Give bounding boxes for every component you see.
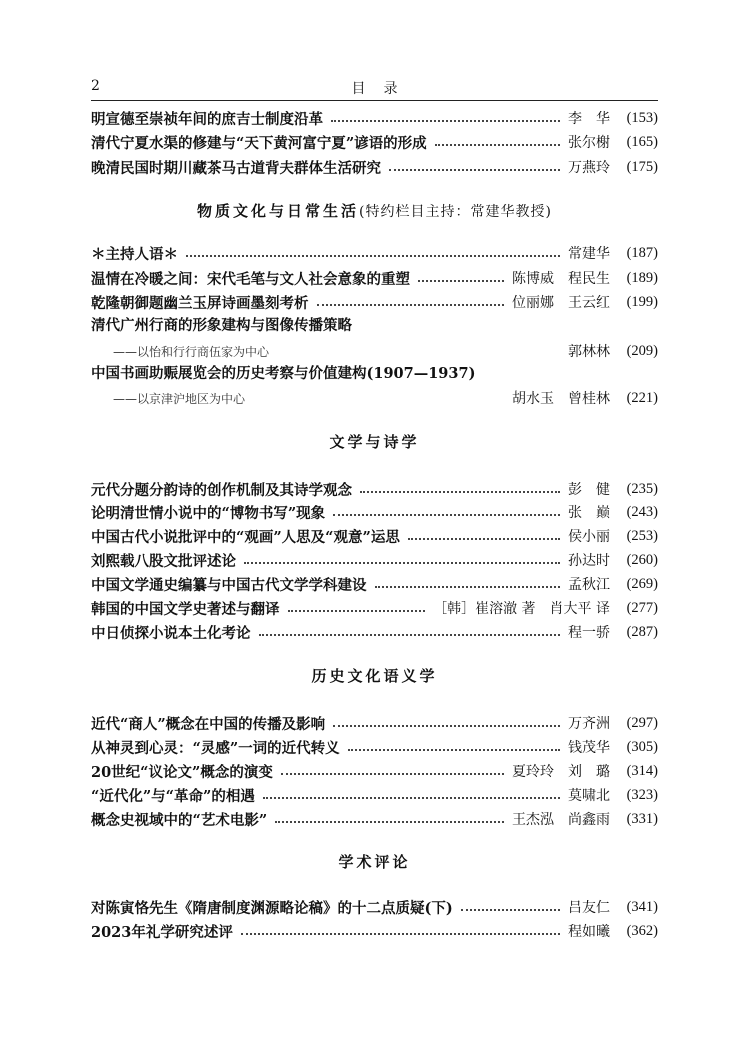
entry-author: 郭林林 <box>568 344 610 360</box>
dot-leader <box>244 562 560 564</box>
toc-entry[interactable] <box>91 155 658 179</box>
toc-entry[interactable] <box>91 130 658 154</box>
toc-entry[interactable] <box>91 524 658 548</box>
toc-entry[interactable] <box>91 783 658 807</box>
entry-page: (209) <box>626 342 658 359</box>
toc-entry[interactable] <box>91 477 658 501</box>
entry-title: 论明清世情小说中的“博物书写”现象 <box>91 504 326 522</box>
dot-leader <box>186 255 560 257</box>
entry-author: 万燕玲 <box>568 160 610 176</box>
dot-leader <box>375 586 561 588</box>
entry-author: 侯小丽 <box>568 529 610 545</box>
entry-title: 近代“商人”概念在中国的传播及影响 <box>91 715 326 733</box>
dot-leader <box>288 610 426 612</box>
dot-leader <box>331 120 560 122</box>
dot-leader <box>259 634 561 636</box>
toc-entry[interactable] <box>91 314 658 338</box>
entry-page: (187) <box>626 244 658 261</box>
entry-title: 对陈寅恪先生《隋唐制度渊源略论稿》的十二点质疑(下) <box>91 899 453 917</box>
section-title: 文学与诗学 <box>329 433 420 451</box>
dot-leader <box>317 304 505 306</box>
dot-leader <box>389 169 560 171</box>
toc-entry[interactable] <box>91 548 658 572</box>
entry-title: 清代广州行商的形象建构与图像传播策略 <box>91 317 352 334</box>
entry-author: 胡水玉 曾桂林 <box>512 391 610 407</box>
entry-title: 2023年礼学研究述评 <box>91 923 233 941</box>
toc-entry[interactable] <box>91 500 658 524</box>
section-heading <box>91 851 658 872</box>
entry-title: 明宣德至崇祯年间的庶吉士制度沿革 <box>91 110 323 128</box>
entry-page: (341) <box>626 898 658 915</box>
section-heading <box>91 665 658 686</box>
entry-title: 20世纪“议论文”概念的演变 <box>91 763 273 781</box>
toc-entry[interactable] <box>91 290 658 314</box>
entry-title: 中国文学通史编纂与中国古代文学学科建设 <box>91 576 367 594</box>
entry-title: 韩国的中国文学史著述与翻译 <box>91 600 280 618</box>
dot-leader <box>333 725 560 727</box>
entry-author: 陈博威 程民生 <box>512 271 610 287</box>
header-rule <box>91 100 658 101</box>
dot-leader <box>333 514 560 516</box>
entry-subtitle: ——以怡和行行商伍家为中心 <box>113 344 270 359</box>
entry-author: 常建华 <box>568 246 610 262</box>
entry-page: (189) <box>626 269 658 286</box>
toc-entry[interactable] <box>91 572 658 596</box>
entry-subtitle: ——以京津沪地区为中心 <box>113 391 246 406</box>
entry-page: (269) <box>626 575 658 592</box>
entry-title: ＊主持人语＊ <box>91 245 178 263</box>
section-title: 物质文化与日常生活 <box>197 202 360 220</box>
entry-author: 吕友仁 <box>568 900 610 916</box>
entry-author: 孙达时 <box>568 553 610 569</box>
dot-leader <box>348 749 560 751</box>
page-number: 2 <box>91 78 100 94</box>
toc-entry[interactable] <box>91 266 658 290</box>
entry-page: (331) <box>626 810 658 827</box>
section-heading <box>91 431 658 452</box>
toc-entry[interactable] <box>91 711 658 735</box>
entry-page: (260) <box>626 551 658 568</box>
dot-leader <box>241 933 560 935</box>
entry-author: 王杰泓 尚鑫雨 <box>512 812 610 828</box>
entry-author: 张尔榭 <box>568 135 610 151</box>
entry-title: 晚清民国时期川藏茶马古道背夫群体生活研究 <box>91 159 381 177</box>
entry-page: (235) <box>626 480 658 497</box>
entry-author: 莫啸北 <box>568 788 610 804</box>
entry-page: (287) <box>626 623 658 640</box>
entry-page: (153) <box>626 109 658 126</box>
entry-title: 中国古代小说批评中的“观画”人思及“观意”运思 <box>91 528 400 546</box>
entry-page: (305) <box>626 738 658 755</box>
entry-title: 中日侦探小说本土化考论 <box>91 624 251 642</box>
entry-author: 夏玲玲 刘 璐 <box>512 764 610 780</box>
toc-entry[interactable] <box>91 106 658 130</box>
entry-title: 乾隆朝御题幽兰玉屏诗画墨刻考析 <box>91 294 309 312</box>
dot-leader <box>263 797 560 799</box>
entry-author: 万齐洲 <box>568 716 610 732</box>
dot-leader <box>418 280 504 282</box>
entry-title: 刘熙载八股文批评述论 <box>91 552 236 570</box>
toc-entry[interactable] <box>91 895 658 919</box>
toc-entry[interactable] <box>91 362 658 386</box>
entry-page: (253) <box>626 527 658 544</box>
toc-entry[interactable] <box>91 241 658 265</box>
toc-entry-subtitle[interactable] <box>91 339 658 363</box>
entry-author: 孟秋江 <box>568 577 610 593</box>
toc-entry[interactable] <box>91 919 658 943</box>
entry-page: (221) <box>626 389 658 406</box>
toc-entry[interactable] <box>91 620 658 644</box>
dot-leader <box>408 538 560 540</box>
entry-page: (362) <box>626 922 658 939</box>
entry-title: 中国书画助赈展览会的历史考察与价值建构(1907—1937) <box>91 365 476 382</box>
entry-author: 位丽娜 王云红 <box>512 295 610 311</box>
entry-page: (165) <box>626 133 658 150</box>
entry-page: (199) <box>626 293 658 310</box>
entry-title: 概念史视域中的“艺术电影” <box>91 811 268 829</box>
entry-page: (175) <box>626 158 658 175</box>
toc-entry[interactable] <box>91 807 658 831</box>
entry-page: (297) <box>626 714 658 731</box>
section-heading <box>91 200 658 221</box>
entry-author: 程一骄 <box>568 625 610 641</box>
entry-page: (323) <box>626 786 658 803</box>
entry-title: “近代化”与“革命”的相遇 <box>91 787 255 805</box>
entry-author: 钱茂华 <box>568 740 610 756</box>
toc-entry[interactable] <box>91 735 658 759</box>
entry-title: 从神灵到心灵：“灵感”一词的近代转义 <box>91 739 340 757</box>
entry-title: 元代分题分韵诗的创作机制及其诗学观念 <box>91 481 352 499</box>
entry-page: (314) <box>626 762 658 779</box>
entry-author: ［韩］崔溶澈 著 肖大平 译 <box>433 601 610 617</box>
section-note: (特约栏目主持：常建华教授) <box>359 204 552 220</box>
toc-entry[interactable] <box>91 596 658 620</box>
entry-title: 清代宁夏水渠的修建与“天下黄河富宁夏”谚语的形成 <box>91 134 427 152</box>
section-title: 学术评论 <box>338 853 411 871</box>
page-header <box>91 78 658 100</box>
entry-author: 张 巅 <box>568 505 610 521</box>
entry-author: 彭 健 <box>568 482 610 498</box>
dot-leader <box>461 909 560 911</box>
entry-author: 程如曦 <box>568 924 610 940</box>
entry-title: 温情在冷暖之间：宋代毛笔与文人社会意象的重塑 <box>91 270 410 288</box>
section-title: 历史文化语义学 <box>311 667 438 685</box>
dot-leader <box>275 821 504 823</box>
dot-leader <box>435 144 560 146</box>
running-title: 目录 <box>351 81 416 97</box>
entry-author: 李 华 <box>568 111 610 127</box>
dot-leader <box>281 773 504 775</box>
dot-leader <box>360 491 560 493</box>
entry-page: (277) <box>626 599 658 616</box>
toc-entry[interactable] <box>91 759 658 783</box>
toc-entry-subtitle[interactable] <box>91 386 658 410</box>
entry-page: (243) <box>626 503 658 520</box>
